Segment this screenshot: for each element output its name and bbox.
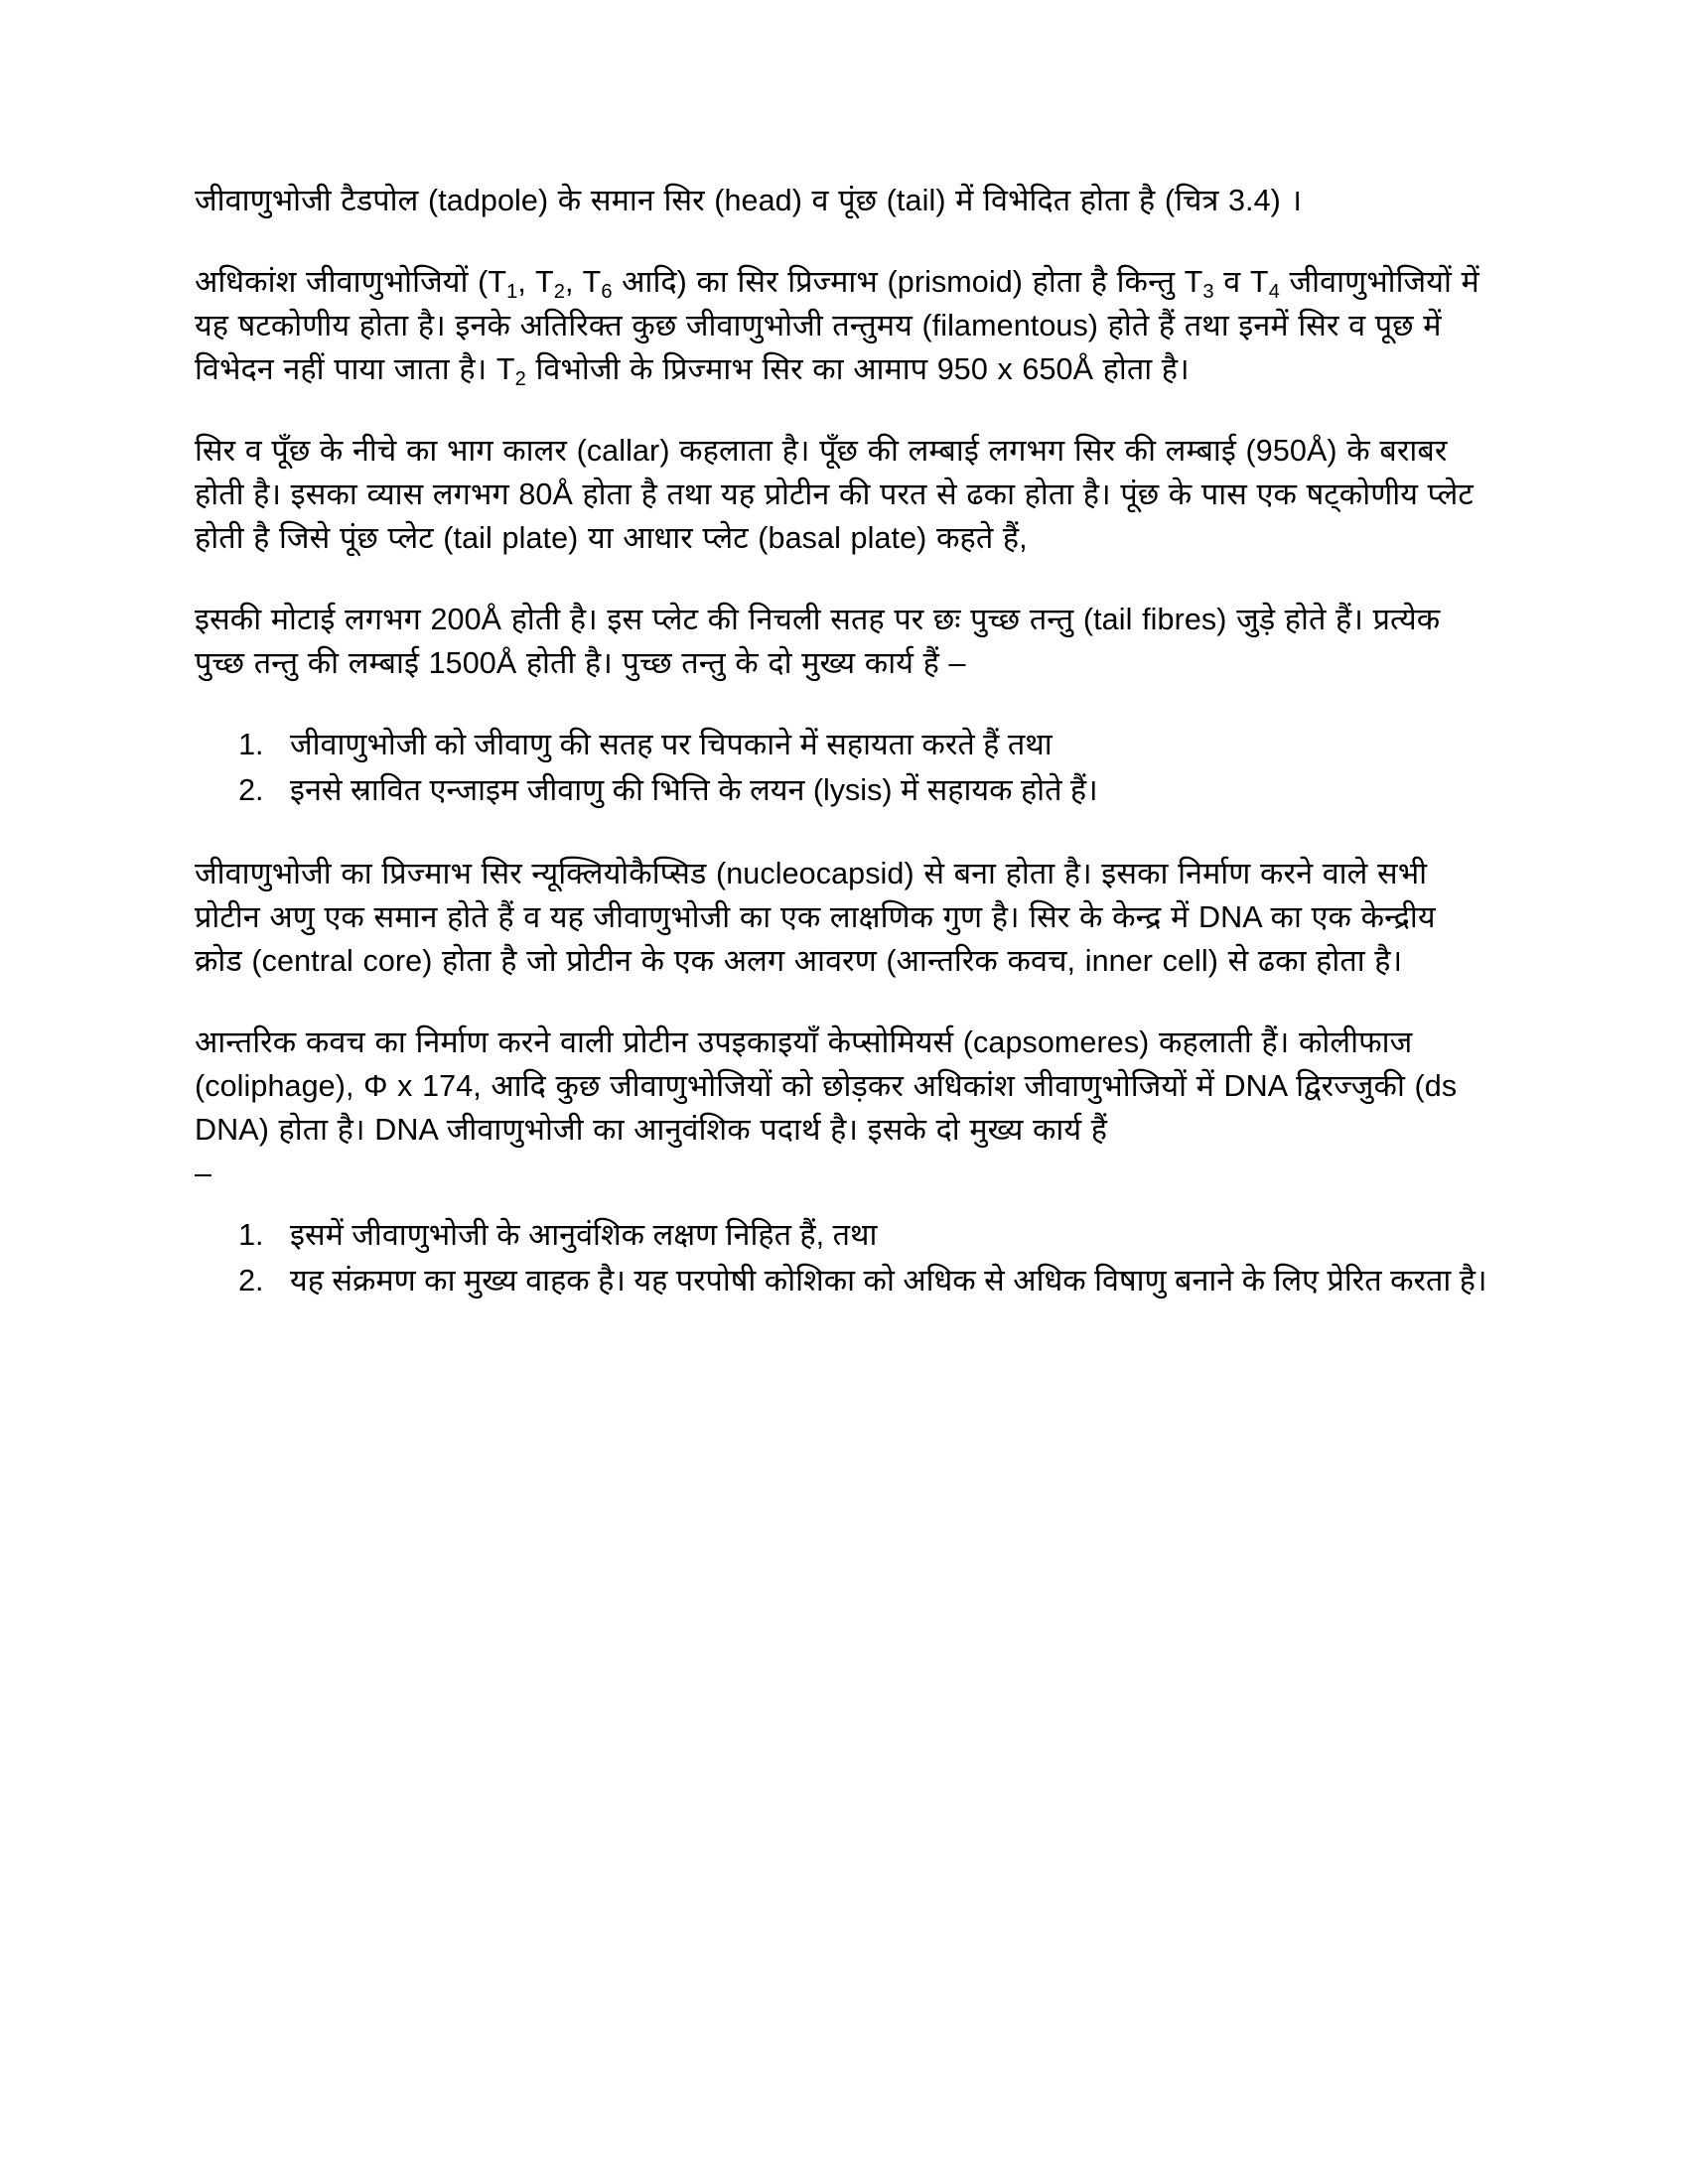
paragraph-2-part-c: , T <box>564 265 602 299</box>
subscript-t3: 3 <box>1202 281 1214 304</box>
numbered-list-dna-functions <box>195 1213 1490 1302</box>
subscript-t2-second: 2 <box>514 368 526 391</box>
paragraph-5: जीवाणुभोजी का प्रिज्माभ सिर न्यूक्लियोकैप्सिड (nucleocapsid) से बना होता है। इसका निर्माण करने वाले सभी प्रोटीन अणु एक समान होते हैं व यह जीवाणुभोजी का एक लाक्षणिक गुण है। सिर के केन्द्र में DNA का एक केन्द्रीय क्रोड (central core) होता है जो प्रोटीन के एक अलग आवरण (आन्तरिक कवच, inner cell) से ढका होता है। <box>195 857 1436 978</box>
paragraph-2-part-d: आदि) का सिर प्रिज्माभ (prismoid) होता है किन्तु T <box>612 265 1203 299</box>
subscript-t6: 6 <box>601 281 613 304</box>
list-item: 1. इसमें जीवाणुभोजी के आनुवंशिक लक्षण निहित हैं, तथा <box>272 1213 1490 1257</box>
subscript-t4: 4 <box>1268 281 1280 304</box>
document-body <box>195 179 1490 1342</box>
paragraph-4: इसकी मोटाई लगभग 200Å होती है। इस प्लेट की निचली सतह पर छः पुच्छ तन्तु (tail fibres) जुड़े होते हैं। प्रत्येक पुच्छ तन्तु की लम्बाई 1500Å होती है। पुच्छ तन्तु के दो मुख्य कार्य हैं – <box>195 603 1441 680</box>
list-item: 2. इनसे स्रावित एन्जाइम जीवाणु की भित्ति के लयन (lysis) में सहायक होते हैं। <box>272 768 1490 812</box>
paragraph-2-part-a: अधिकांश जीवाणुभोजियों (T <box>195 265 507 299</box>
paragraph-2-part-f: जीवाणुभोजियों में यह षटकोणीय होता है। इनके अतिरिक्त कुछ जीवाणुभोजी तन्तुमय (filamentous) होते हैं तथा इनमें सिर व पूछ में विभेदन नहीं पाया जाता है। T <box>195 265 1479 386</box>
subscript-t1: 1 <box>506 281 518 304</box>
numbered-list-tail-fibre-functions <box>195 723 1490 812</box>
paragraph-6: आन्तरिक कवच का निर्माण करने वाली प्रोटीन उपइकाइयाँ केप्सोमियर्स (capsomeres) कहलाती हैं। कोलीफाज (coliphage), Φ x 174, आदि कुछ जीवाणुभोजियों को छोड़कर अधिकांश जीवाणुभोजियों में DNA द्विरज्जुकी (ds DNA) होता है। DNA जीवाणुभोजी का आनुवंशिक पदार्थ है। इसके दो मुख्य कार्य हैं <box>195 1025 1458 1147</box>
list-item: 2. यह संक्रमण का मुख्य वाहक है। यह परपोषी कोशिका को अधिक से अधिक विषाणु बनाने के लिए प्रेरित करता है। <box>272 1259 1490 1302</box>
paragraph-2-part-b: , T <box>517 265 554 299</box>
subscript-t2: 2 <box>553 281 565 304</box>
paragraph-3: सिर व पूँछ के नीचे का भाग कालर (callar) कहलाता है। पूँछ की लम्बाई लगभग सिर की लम्बाई (950Å) के बराबर होती है। इसका व्यास लगभग 80Å होता है तथा यह प्रोटीन की परत से ढका होता है। पूंछ के पास एक षट्कोणीय प्लेट होती है जिसे पूंछ प्लेट (tail plate) या आधार प्लेट (basal plate) कहते हैं, <box>195 434 1474 555</box>
paragraph-2-part-g: विभोजी के प्रिज्माभ सिर का आमाप 950 x 650Å होता है। <box>525 352 1190 386</box>
paragraph-2 <box>195 260 1490 391</box>
list-item: 1. जीवाणुभोजी को जीवाणु की सतह पर चिपकाने में सहायता करते हैं तथा <box>272 723 1490 766</box>
paragraph-2-part-e: व T <box>1213 265 1269 299</box>
paragraph-6-dash: – <box>195 1157 211 1190</box>
paragraph-1: जीवाणुभोजी टैडपोल (tadpole) के समान सिर (head) व पूंछ (tail) में विभेदित होता है (चित्र 3.4) । <box>195 184 1303 217</box>
